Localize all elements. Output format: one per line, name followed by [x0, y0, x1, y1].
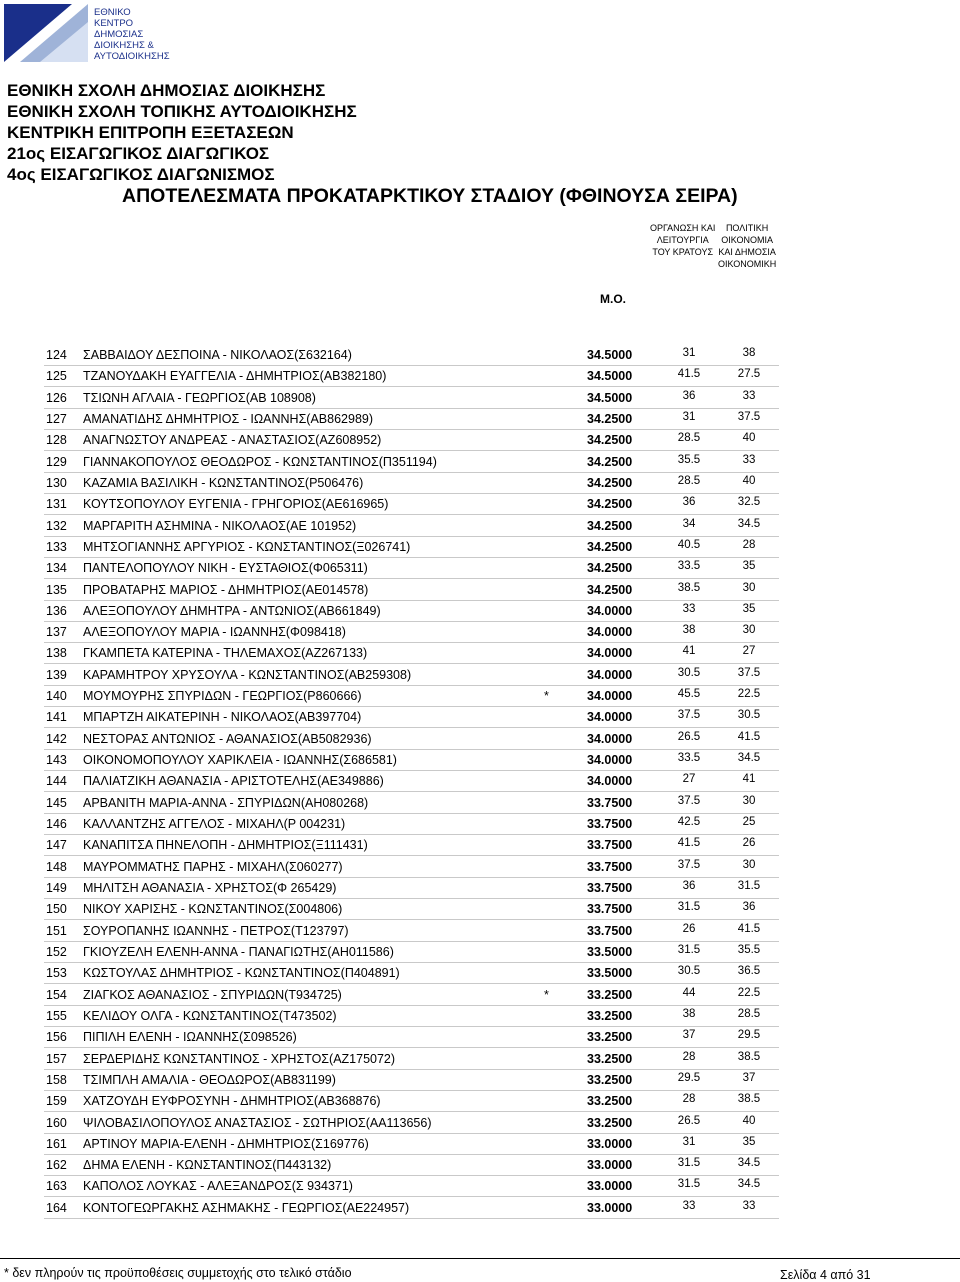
score-economics: 34.5	[737, 1178, 761, 1191]
score-economics: 22.5	[737, 986, 761, 999]
table-row	[44, 1154, 779, 1176]
row-number: 126	[46, 390, 67, 405]
score-organization: 31	[682, 410, 696, 423]
average-score: 33.2500	[587, 987, 633, 1002]
score-organization: 36	[682, 880, 696, 892]
score-organization: 33	[682, 602, 696, 615]
table-row	[44, 664, 779, 686]
logo-line: ΚΕΝΤΡΟ	[94, 18, 134, 29]
score-economics: 35	[742, 560, 756, 573]
row-number: 142	[46, 731, 67, 746]
score-economics: 38.5	[737, 1050, 761, 1063]
average-score: 33.7500	[587, 795, 633, 810]
score-economics: 40	[742, 474, 756, 487]
candidate-name: ΧΑΤΖΟΥΔΗ ΕΥΦΡΟΣΥΝΗ - ΔΗΜΗΤΡΙΟΣ(ΑΒ368876)	[83, 1094, 381, 1109]
table-row	[44, 493, 779, 515]
row-number: 124	[46, 348, 67, 362]
average-score: 33.7500	[587, 838, 633, 853]
score-organization: 28.5	[677, 474, 701, 487]
score-economics: 41.5	[737, 730, 761, 743]
table-row	[44, 451, 779, 473]
candidate-name: ΠΙΠΙΛΗ ΕΛΕΝΗ - ΙΩΑΝΝΗΣ(Σ098526)	[83, 1030, 297, 1045]
candidate-name: ΚΟΥΤΣΟΠΟΥΛΟΥ ΕΥΓΕΝΙΑ - ΓΡΗΓΟΡΙΟΣ(ΑΕ616965)	[83, 497, 389, 512]
column-header-line: ΠΟΛΙΤΙΚΗ	[725, 223, 769, 233]
candidate-name: ΖΙΑΓΚΟΣ ΑΘΑΝΑΣΙΟΣ - ΣΠΥΡΙΔΩΝ(Τ934725)	[83, 987, 342, 1002]
average-score: 33.2500	[587, 1115, 633, 1130]
table-row	[44, 429, 779, 451]
score-organization: 30.5	[677, 666, 701, 679]
table-row	[44, 1197, 779, 1219]
candidate-name: ΤΖΑΝΟΥΔΑΚΗ ΕΥΑΓΓΕΛΙΑ - ΔΗΜΗΤΡΙΟΣ(ΑΒ382180)	[83, 369, 387, 384]
table-row	[44, 898, 779, 920]
score-economics: 40	[742, 1114, 756, 1127]
row-number: 138	[46, 646, 67, 661]
score-organization: 31.5	[677, 1178, 701, 1191]
score-economics: 35	[742, 602, 756, 615]
candidate-name: ΚΑΡΑΜΗΤΡΟΥ ΧΡΥΣΟΥΛΑ - ΚΩΝΣΤΑΝΤΙΝΟΣ(ΑΒ259308)	[83, 667, 412, 682]
row-number: 159	[46, 1094, 67, 1109]
row-number: 143	[46, 753, 67, 768]
table-row	[44, 557, 779, 579]
average-score: 33.7500	[587, 859, 633, 874]
score-economics: 33	[742, 1199, 756, 1212]
logo-text	[94, 7, 170, 62]
score-organization: 41.5	[677, 368, 701, 381]
org-line-2: ΕΘΝΙΚΗ ΣΧΟΛΗ ΤΟΠΙΚΗΣ ΑΥΤΟΔΙΟΙΚΗΣΗΣ	[7, 102, 357, 121]
score-organization: 31.5	[677, 1157, 701, 1170]
candidate-name: ΑΝΑΓΝΩΣΤΟΥ ΑΝΔΡΕΑΣ - ΑΝΑΣΤΑΣΙΟΣ(ΑΖ608952)	[83, 433, 382, 448]
score-economics: 28.5	[737, 1007, 761, 1020]
average-score: 33.2500	[587, 1008, 633, 1023]
table-row	[44, 941, 779, 963]
row-number: 135	[46, 582, 67, 597]
candidate-name: ΚΑΖΑΜΙΑ ΒΑΣΙΛΙΚΗ - ΚΩΝΣΤΑΝΤΙΝΟΣ(Ρ506476)	[83, 475, 364, 490]
candidate-name: ΠΡΟΒΑΤΑΡΗΣ ΜΑΡΙΟΣ - ΔΗΜΗΤΡΙΟΣ(ΑΕ014578)	[83, 582, 369, 597]
average-score: 34.0000	[587, 646, 633, 661]
average-score: 34.2500	[587, 475, 633, 490]
table-row	[44, 387, 779, 409]
score-economics: 30	[742, 581, 756, 594]
score-organization: 44	[682, 986, 696, 999]
average-score: 34.0000	[587, 753, 633, 768]
candidate-name: ΓΙΑΝΝΑΚΟΠΟΥΛΟΣ ΘΕΟΔΩΡΟΣ - ΚΩΝΣΤΑΝΤΙΝΟΣ(Π351194)	[83, 454, 437, 469]
score-organization: 33.5	[677, 560, 701, 573]
average-score: 34.2500	[587, 582, 633, 597]
score-organization: 41.5	[677, 837, 701, 850]
row-number: 156	[46, 1030, 67, 1045]
table-row	[44, 813, 779, 835]
logo-line: ΔΙΟΙΚΗΣΗΣ &	[94, 40, 154, 51]
average-score: 33.2500	[587, 1051, 633, 1066]
average-score: 33.2500	[587, 1072, 633, 1087]
average-score: 34.2500	[587, 539, 633, 554]
score-economics: 36.5	[737, 965, 761, 978]
candidate-name: ΜΠΑΡΤΖΗ ΑΙΚΑΤΕΡΙΝΗ - ΝΙΚΟΛΑΟΣ(ΑΒ397704)	[83, 710, 362, 725]
column-header-line: ΟΙΚΟΝΟΜΙΚΗ	[718, 259, 777, 269]
candidate-name: ΑΡΤΙΝΟΥ ΜΑΡΙΑ-ΕΛΕΝΗ - ΔΗΜΗΤΡΙΟΣ(Σ169776)	[83, 1136, 369, 1151]
score-organization: 33.5	[677, 752, 701, 765]
footnote: * δεν πληρούν τις προϋποθέσεις συμμετοχής στο τελικό στάδιο	[4, 1266, 352, 1280]
candidate-name: ΠΑΝΤΕΛΟΠΟΥΛΟΥ ΝΙΚΗ - ΕΥΣΤΑΘΙΟΣ(Φ065311)	[83, 561, 368, 576]
average-score: 33.5000	[587, 966, 633, 981]
score-organization: 37	[682, 1029, 696, 1042]
candidate-name: ΚΑΝΑΠΙΤΣΑ ΠΗΝΕΛΟΠΗ - ΔΗΜΗΤΡΙΟΣ(Ξ111431)	[83, 838, 368, 853]
row-number: 137	[46, 625, 67, 640]
logo-line: ΔΗΜΟΣΙΑΣ	[94, 29, 144, 40]
table-row	[44, 1090, 779, 1112]
score-economics: 33	[742, 453, 756, 466]
org-line-3: ΚΕΝΤΡΙΚΗ ΕΠΙΤΡΟΠΗ ΕΞΕΤΑΣΕΩΝ	[7, 123, 294, 142]
score-organization: 35.5	[677, 453, 701, 466]
row-number: 157	[46, 1051, 67, 1066]
score-organization: 30.5	[677, 965, 701, 978]
table-row	[44, 621, 779, 643]
score-economics: 34.5	[737, 752, 761, 765]
table-row	[44, 536, 779, 558]
table-row	[44, 472, 779, 494]
score-economics: 30	[742, 624, 756, 637]
average-score: 34.5000	[587, 390, 633, 405]
table-row	[44, 1069, 779, 1091]
score-economics: 27	[742, 645, 756, 658]
score-organization: 31.5	[677, 943, 701, 956]
row-number: 139	[46, 667, 67, 682]
table-row	[44, 962, 779, 984]
table-row	[44, 515, 779, 537]
score-organization: 26.5	[677, 1114, 701, 1127]
score-organization: 28	[682, 1093, 696, 1106]
average-score: 33.0000	[587, 1158, 633, 1173]
average-score: 34.2500	[587, 411, 633, 426]
average-score: 34.5000	[587, 348, 633, 362]
table-row	[44, 642, 779, 664]
score-economics: 30	[742, 858, 756, 871]
candidate-name: ΚΩΣΤΟΥΛΑΣ ΔΗΜΗΤΡΙΟΣ - ΚΩΝΣΤΑΝΤΙΝΟΣ(Π404891)	[83, 966, 400, 981]
candidate-name: ΣΑΒΒΑΙΔΟΥ ΔΕΣΠΟΙΝΑ - ΝΙΚΟΛΑΟΣ(Σ632164)	[83, 348, 352, 362]
row-number: 150	[46, 902, 67, 917]
average-score: 33.0000	[587, 1200, 633, 1215]
column-header-line: ΛΕΙΤΟΥΡΓΙΑ	[656, 235, 709, 245]
eka-logo	[0, 0, 178, 80]
candidate-name: ΜΑΡΓΑΡΙΤΗ ΑΣΗΜΙΝΑ - ΝΙΚΟΛΑΟΣ(ΑΕ 101952)	[83, 518, 357, 533]
table-row	[44, 1175, 779, 1197]
score-economics: 27.5	[737, 368, 761, 381]
column-header-economics	[718, 222, 776, 270]
table-row	[44, 728, 779, 750]
score-organization: 38.5	[677, 581, 701, 594]
row-number: 136	[46, 603, 67, 618]
score-economics: 38	[742, 347, 756, 359]
score-economics: 41	[742, 773, 756, 786]
score-economics: 30	[742, 794, 756, 807]
average-score: 34.0000	[587, 774, 633, 789]
score-organization: 42.5	[677, 816, 701, 829]
column-header-average: Μ.Ο.	[600, 292, 626, 306]
table-row	[44, 600, 779, 622]
score-organization: 38	[682, 1007, 696, 1020]
score-economics: 26	[742, 837, 756, 850]
table-row	[44, 984, 779, 1006]
average-score: 33.7500	[587, 923, 633, 938]
score-organization: 37.5	[677, 858, 701, 871]
table-row	[44, 344, 779, 366]
score-organization: 34	[682, 517, 696, 530]
average-score: 34.0000	[587, 710, 633, 725]
candidate-name: ΣΕΡΔΕΡΙΔΗΣ ΚΩΝΣΤΑΝΤΙΝΟΣ - ΧΡΗΣΤΟΣ(ΑΖ175072)	[83, 1051, 396, 1066]
score-organization: 31	[682, 347, 696, 359]
row-number: 130	[46, 475, 67, 490]
score-economics: 35.5	[737, 943, 761, 956]
score-economics: 31.5	[737, 880, 761, 892]
candidate-name: ΟΙΚΟΝΟΜΟΠΟΥΛΟΥ ΧΑΡΙΚΛΕΙΑ - ΙΩΑΝΝΗΣ(Σ686581)	[83, 753, 397, 768]
logo-line: ΑΥΤΟΔΙΟΙΚΗΣΗΣ	[94, 51, 170, 62]
score-economics: 34.5	[737, 1157, 761, 1170]
average-score: 33.2500	[587, 1030, 633, 1045]
candidate-name: ΤΣΙΜΠΛΗ ΑΜΑΛΙΑ - ΘΕΟΔΩΡΟΣ(ΑΒ831199)	[83, 1072, 336, 1087]
score-organization: 45.5	[677, 688, 701, 701]
candidate-name: ΚΟΝΤΟΓΕΩΡΓΑΚΗΣ ΑΣΗΜΑΚΗΣ - ΓΕΩΡΓΙΟΣ(ΑΕ224957)	[83, 1200, 410, 1215]
average-score: 33.5000	[587, 944, 633, 959]
candidate-name: ΑΜΑΝΑΤΙΔΗΣ ΔΗΜΗΤΡΙΟΣ - ΙΩΑΝΝΗΣ(ΑΒ862989)	[83, 411, 374, 426]
candidate-name: ΜΟΥΜΟΥΡΗΣ ΣΠΥΡΙΔΩΝ - ΓΕΩΡΓΙΟΣ(Ρ860666)	[83, 689, 362, 704]
table-row	[44, 749, 779, 771]
table-row	[44, 1133, 779, 1155]
row-number: 133	[46, 539, 67, 554]
score-organization: 37.5	[677, 794, 701, 807]
row-number: 148	[46, 859, 67, 874]
row-number: 140	[46, 689, 67, 704]
row-number: 132	[46, 518, 67, 533]
row-number: 162	[46, 1158, 67, 1173]
page-title: ΑΠΟΤΕΛΕΣΜΑΤΑ ΠΡΟΚΑΤΑΡΚΤΙΚΟΥ ΣΤΑΔΙΟΥ (ΦΘΙΝΟΥΣΑ ΣΕΙΡΑ)	[122, 185, 738, 207]
candidate-name: ΚΑΠΟΛΟΣ ΛΟΥΚΑΣ - ΑΛΕΞΑΝΔΡΟΣ(Σ 934371)	[83, 1179, 353, 1194]
score-economics: 29.5	[737, 1029, 761, 1042]
row-number: 128	[46, 433, 67, 448]
row-number: 145	[46, 795, 67, 810]
candidate-name: ΑΛΕΞΟΠΟΥΛΟΥ ΔΗΜΗΤΡΑ - ΑΝΤΩΝΙΟΣ(ΑΒ661849)	[83, 603, 381, 618]
score-organization: 36	[682, 389, 696, 402]
row-number: 161	[46, 1136, 67, 1151]
score-organization: 31	[682, 1135, 696, 1148]
average-score: 33.0000	[587, 1136, 633, 1151]
column-header-line: ΤΟΥ ΚΡΑΤΟΥΣ	[652, 247, 714, 257]
candidate-name: ΚΑΛΛΑΝΤΖΗΣ ΑΓΓΕΛΟΣ - ΜΙΧΑΗΛ(Ρ 004231)	[83, 817, 346, 832]
row-number: 164	[46, 1200, 67, 1215]
score-economics: 25	[742, 816, 756, 829]
score-economics: 28	[742, 538, 756, 551]
table-row	[44, 685, 779, 707]
footer-divider	[0, 1258, 960, 1259]
candidate-name: ΜΑΥΡΟΜΜΑΤΗΣ ΠΑΡΗΣ - ΜΙΧΑΗΛ(Σ060277)	[83, 859, 343, 874]
row-number: 141	[46, 710, 67, 725]
row-number: 154	[46, 987, 67, 1002]
average-score: 33.7500	[587, 817, 633, 832]
score-organization: 29.5	[677, 1071, 701, 1084]
score-organization: 26.5	[677, 730, 701, 743]
score-economics: 37.5	[737, 666, 761, 679]
column-header-line: ΟΡΓΑΝΩΣΗ ΚΑΙ	[650, 223, 716, 233]
score-economics: 34.5	[737, 517, 761, 530]
candidate-name: ΣΟΥΡΟΠΑΝΗΣ ΙΩΑΝΝΗΣ - ΠΕΤΡΟΣ(Τ123797)	[83, 923, 349, 938]
candidate-name: ΚΕΛΙΔΟΥ ΟΛΓΑ - ΚΩΝΣΤΑΝΤΙΝΟΣ(Τ473502)	[83, 1008, 337, 1023]
candidate-name: ΑΡΒΑΝΙΤΗ ΜΑΡΙΑ-ΑΝΝΑ - ΣΠΥΡΙΔΩΝ(ΑΗ080268)	[83, 795, 369, 810]
score-organization: 27	[682, 773, 696, 786]
candidate-name: ΜΗΤΣΟΓΙΑΝΝΗΣ ΑΡΓΥΡΙΟΣ - ΚΩΝΣΤΑΝΤΙΝΟΣ(Ξ026741)	[83, 539, 411, 554]
table-row	[44, 1112, 779, 1134]
row-number: 144	[46, 774, 67, 789]
table-row	[44, 1005, 779, 1027]
table-row	[44, 1048, 779, 1070]
score-organization: 37.5	[677, 709, 701, 722]
average-score: 33.2500	[587, 1094, 633, 1109]
score-economics: 36	[742, 901, 756, 914]
table-row	[44, 770, 779, 792]
score-economics: 32.5	[737, 496, 761, 509]
candidate-name: ΓΚΑΜΠΕΤΑ ΚΑΤΕΡΙΝΑ - ΤΗΛΕΜΑΧΟΣ(ΑΖ267133)	[83, 646, 368, 661]
row-number: 153	[46, 966, 67, 981]
org-line-5: 4ος ΕΙΣΑΓΩΓΙΚΟΣ ΔΙΑΓΩΝΙΣΜΟΣ	[7, 165, 275, 184]
candidate-name: ΤΣΙΩΝΗ ΑΓΛΑΙΑ - ΓΕΩΡΓΙΟΣ(ΑΒ 108908)	[83, 390, 316, 405]
score-organization: 26	[682, 922, 696, 935]
average-score: 34.0000	[587, 731, 633, 746]
table-row	[44, 834, 779, 856]
average-score: 34.0000	[587, 667, 633, 682]
row-number: 155	[46, 1008, 67, 1023]
average-score: 34.2500	[587, 497, 633, 512]
row-number: 152	[46, 944, 67, 959]
score-organization: 28	[682, 1050, 696, 1063]
row-number: 131	[46, 497, 67, 512]
score-economics: 22.5	[737, 688, 761, 701]
candidate-name: ΜΗΛΙΤΣΗ ΑΘΑΝΑΣΙΑ - ΧΡΗΣΤΟΣ(Φ 265429)	[83, 881, 337, 895]
score-economics: 37.5	[737, 410, 761, 423]
row-number: 125	[46, 369, 67, 384]
row-number: 129	[46, 454, 67, 469]
row-number: 146	[46, 817, 67, 832]
score-organization: 41	[682, 645, 696, 658]
average-score: 33.0000	[587, 1179, 633, 1194]
average-score: 34.5000	[587, 369, 633, 384]
candidate-name: ΝΙΚΟΥ ΧΑΡΙΣΗΣ - ΚΩΝΣΤΑΝΤΙΝΟΣ(Σ004806)	[83, 902, 343, 917]
score-economics: 40	[742, 432, 756, 445]
average-score: 33.7500	[587, 881, 633, 895]
candidate-name: ΓΚΙΟΥΖΕΛΗ ΕΛΕΝΗ-ΑΝΝΑ - ΠΑΝΑΓΙΩΤΗΣ(ΑΗ011586)	[83, 944, 394, 959]
score-organization: 33	[682, 1199, 696, 1212]
score-organization: 28.5	[677, 432, 701, 445]
row-number: 134	[46, 561, 67, 576]
logo-line: ΕΘΝΙΚΟ	[94, 7, 131, 18]
score-organization: 40.5	[677, 538, 701, 551]
table-row	[44, 856, 779, 878]
row-number: 151	[46, 923, 67, 938]
score-economics: 35	[742, 1135, 756, 1148]
table-row	[44, 579, 779, 601]
candidate-name: ΠΑΛΙΑΤΖΙΚΗ ΑΘΑΝΑΣΙΑ - ΑΡΙΣΤΟΤΕΛΗΣ(ΑΕ349886)	[83, 774, 384, 789]
column-header-organization	[650, 222, 715, 258]
table-row	[44, 1026, 779, 1048]
table-row	[44, 365, 779, 387]
page-number: Σελίδα 4 από 31	[780, 1268, 871, 1282]
ineligible-mark: *	[544, 689, 549, 704]
org-line-1: ΕΘΝΙΚΗ ΣΧΟΛΗ ΔΗΜΟΣΙΑΣ ΔΙΟΙΚΗΣΗΣ	[7, 81, 326, 100]
column-header-line: ΚΑΙ ΔΗΜΟΣΙΑ	[718, 247, 776, 257]
average-score: 34.0000	[587, 689, 633, 704]
average-score: 34.2500	[587, 518, 633, 533]
average-score: 34.0000	[587, 625, 633, 640]
row-number: 147	[46, 838, 67, 853]
column-header-line: ΟΙΚΟΝΟΜΙΑ	[721, 235, 773, 245]
table-row	[44, 408, 779, 430]
candidate-name: ΔΗΜΑ ΕΛΕΝΗ - ΚΩΝΣΤΑΝΤΙΝΟΣ(Π443132)	[83, 1158, 332, 1173]
score-economics: 38.5	[737, 1093, 761, 1106]
average-score: 34.0000	[587, 603, 633, 618]
table-row	[44, 920, 779, 942]
score-economics: 33	[742, 389, 756, 402]
row-number: 127	[46, 411, 67, 426]
average-score: 34.2500	[587, 433, 633, 448]
average-score: 34.2500	[587, 561, 633, 576]
table-row	[44, 706, 779, 728]
score-organization: 38	[682, 624, 696, 637]
score-economics: 30.5	[737, 709, 761, 722]
table-row	[44, 877, 779, 899]
table-row	[44, 792, 779, 814]
org-line-4: 21ος ΕΙΣΑΓΩΓΙΚΟΣ ΔΙΑΓΩΓΙΚΟΣ	[7, 144, 270, 163]
score-economics: 41.5	[737, 922, 761, 935]
candidate-name: ΨΙΛΟΒΑΣΙΛΟΠΟΥΛΟΣ ΑΝΑΣΤΑΣΙΟΣ - ΣΩΤΗΡΙΟΣ(ΑΑ113656)	[83, 1115, 432, 1130]
row-number: 149	[46, 881, 67, 895]
candidate-name: ΝΕΣΤΟΡΑΣ ΑΝΤΩΝΙΟΣ - ΑΘΑΝΑΣΙΟΣ(ΑΒ5082936)	[83, 731, 372, 746]
average-score: 33.7500	[587, 902, 633, 917]
average-score: 34.2500	[587, 454, 633, 469]
score-organization: 36	[682, 496, 696, 509]
row-number: 158	[46, 1072, 67, 1087]
score-economics: 37	[742, 1071, 756, 1084]
candidate-name: ΑΛΕΞΟΠΟΥΛΟΥ ΜΑΡΙΑ - ΙΩΑΝΝΗΣ(Φ098418)	[83, 625, 346, 640]
score-organization: 31.5	[677, 901, 701, 914]
row-number: 163	[46, 1179, 67, 1194]
ineligible-mark: *	[544, 987, 549, 1002]
row-number: 160	[46, 1115, 67, 1130]
